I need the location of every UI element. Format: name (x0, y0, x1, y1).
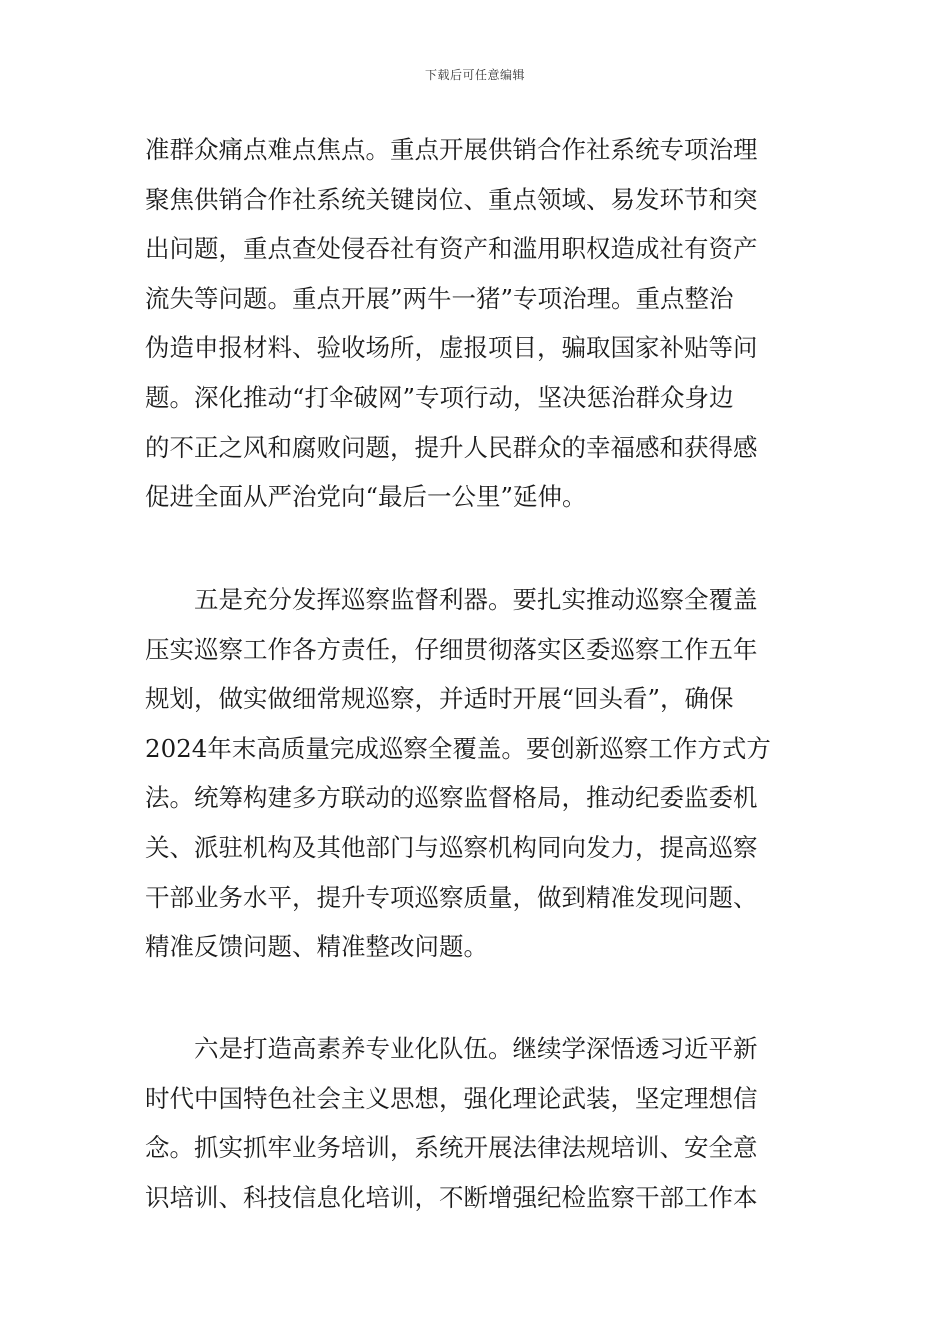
paragraph-1 (145, 125, 815, 522)
paragraph-line: 念。抓实抓牢业务培训，系统开展法律法规培训、安全意 (145, 1133, 758, 1163)
paragraph-line: 聚焦供销合作社系统关键岗位、重点领域、易发环节和突 (145, 184, 758, 214)
paragraph-line: 关、派驻机构及其他部门与巡察机构同向发力，提高巡察 (145, 832, 758, 862)
paragraph-2 (145, 575, 815, 972)
page-header: 下载后可任意编辑 (424, 68, 525, 82)
paragraph-line: 识培训、科技信息化培训，不断增强纪检监察干部工作本 (145, 1182, 758, 1212)
paragraph-line: 干部业务水平，提升专项巡察质量，做到精准发现问题、 (145, 882, 758, 912)
paragraph-line: 流失等问题。重点开展”两牛一猪”专项治理。重点整治 (145, 283, 734, 313)
paragraph-line: 法。统筹构建多方联动的巡察监督格局，推动纪委监委机 (145, 783, 758, 813)
paragraph-line: 准群众痛点难点焦点。重点开展供销合作社系统专项治理 (145, 135, 758, 164)
paragraph-line: 出问题，重点查处侵吞社有资产和滥用职权造成社有资产 (145, 234, 758, 264)
paragraph-line: 六是打造高素养专业化队伍。继续学深悟透习近平新 (145, 1034, 758, 1063)
paragraph-line: 促进全面从严治党向“最后一公里”延伸。 (145, 482, 587, 512)
paragraph-line: 压实巡察工作各方责任，仔细贯彻落实区委巡察工作五年 (145, 634, 758, 664)
paragraph-3 (145, 1024, 815, 1222)
paragraph-line: 规划，做实做细常规巡察，并适时开展“回头看”，确保 (145, 684, 734, 714)
paragraph-line: 时代中国特色社会主义思想，强化理论武装，坚定理想信 (145, 1083, 758, 1113)
paragraph-line: 2024年末高质量完成巡察全覆盖。要创新巡察工作方式方 (145, 733, 771, 763)
paragraph-line: 精准反馈问题、精准整改问题。 (145, 932, 488, 962)
paragraph-line: 伪造申报材料、验收场所，虚报项目，骗取国家补贴等问 (145, 333, 758, 363)
paragraph-line: 的不正之风和腐败问题，提升人民群众的幸福感和获得感 (145, 432, 758, 462)
paragraph-line: 题。深化推动“打伞破网”专项行动，坚决惩治群众身边 (145, 382, 734, 412)
paragraph-line: 五是充分发挥巡察监督利器。要扎实推动巡察全覆盖 (145, 585, 758, 614)
